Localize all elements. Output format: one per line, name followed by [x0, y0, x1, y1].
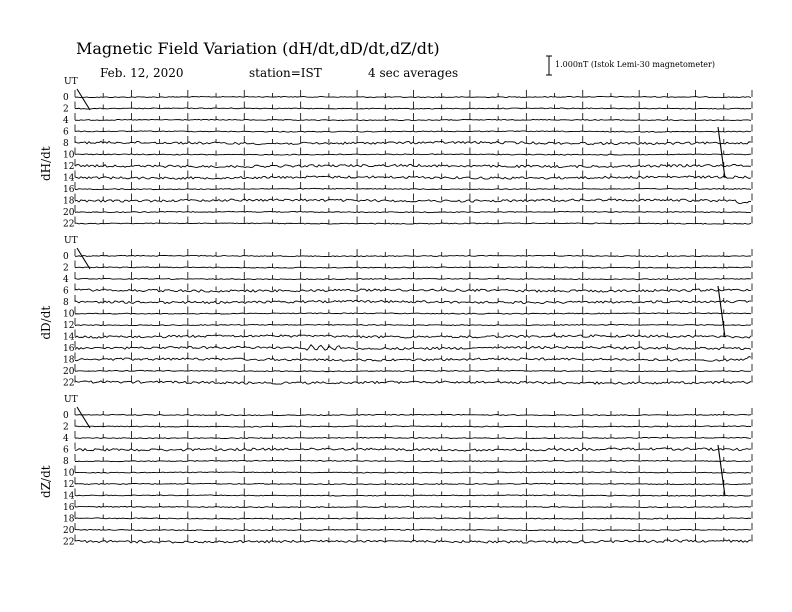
hour-label: 0	[63, 411, 69, 421]
ut-label: UT	[64, 236, 78, 246]
averaging-label: 4 sec averages	[368, 66, 459, 80]
trace-line	[75, 267, 751, 268]
trace-line	[75, 357, 751, 362]
trace-line	[75, 324, 751, 325]
trace-line	[75, 495, 751, 496]
panel-ylabel: dZ/dt	[39, 465, 53, 498]
scale-bar-label: 1.000nT (Istok Lemi-30 magnetometer)	[555, 60, 715, 69]
trace-line	[75, 448, 751, 451]
chart-title: Magnetic Field Variation (dH/dt,dD/dt,dZ/dt)	[76, 39, 440, 58]
start-marker	[77, 407, 90, 428]
hour-label: 20	[63, 208, 75, 218]
panel-ylabel: dH/dt	[39, 146, 53, 182]
trace-line	[75, 460, 751, 461]
hour-label: 0	[63, 93, 69, 103]
hour-label: 20	[63, 526, 75, 536]
trace-line	[75, 335, 751, 338]
hour-label: 6	[63, 127, 69, 138]
hour-label: 0	[63, 252, 69, 262]
hour-label: 8	[63, 298, 69, 308]
trace-line	[75, 381, 751, 384]
hour-label: 22	[63, 378, 75, 389]
hour-label: 4	[63, 116, 69, 126]
hour-label: 16	[63, 344, 75, 354]
trace-line	[75, 472, 751, 473]
hour-label: 6	[63, 286, 69, 297]
hour-label: 12	[63, 162, 75, 172]
hour-label: 2	[63, 422, 69, 433]
hour-label: 4	[63, 275, 69, 285]
hour-label: 16	[63, 503, 75, 513]
start-marker	[77, 89, 90, 110]
trace-line	[75, 131, 751, 132]
trace-line	[75, 437, 751, 438]
trace-line	[75, 211, 751, 212]
hour-label: 20	[63, 367, 75, 377]
hour-label: 22	[63, 537, 75, 548]
hour-label: 14	[63, 173, 75, 184]
station-label: station=IST	[249, 66, 322, 80]
trace-line	[75, 141, 751, 144]
hour-label: 12	[63, 321, 75, 331]
trace-line	[75, 255, 751, 256]
trace-line	[75, 518, 751, 519]
hour-label: 16	[63, 185, 75, 195]
hour-label: 18	[63, 196, 75, 207]
trace-line	[75, 176, 751, 179]
trace-line	[75, 223, 751, 224]
trace-line	[75, 119, 751, 120]
hour-label: 10	[63, 309, 75, 320]
trace-line	[75, 370, 751, 371]
trace-line	[75, 188, 751, 189]
trace-line	[75, 414, 751, 415]
hour-label: 18	[63, 514, 75, 525]
start-marker	[77, 248, 90, 269]
hour-label: 10	[63, 468, 75, 479]
hour-label: 4	[63, 434, 69, 444]
trace-line	[75, 540, 751, 543]
trace-line	[75, 300, 751, 303]
hour-label: 2	[63, 104, 69, 115]
hour-label: 6	[63, 445, 69, 456]
hour-label: 14	[63, 491, 75, 502]
trace-line	[75, 506, 751, 507]
trace-line	[75, 96, 751, 97]
ut-label: UT	[64, 77, 78, 87]
trace-line	[75, 108, 751, 109]
hour-label: 14	[63, 332, 75, 343]
hour-label: 18	[63, 355, 75, 366]
hour-label: 8	[63, 139, 69, 149]
panel-ylabel: dD/dt	[39, 305, 53, 340]
trace-line	[75, 289, 751, 292]
hour-label: 22	[63, 219, 75, 230]
hour-label: 10	[63, 150, 75, 161]
hour-label: 12	[63, 480, 75, 490]
trace-line	[75, 345, 751, 350]
hour-label: 8	[63, 457, 69, 467]
trace-line	[75, 199, 751, 203]
trace-line	[75, 483, 751, 484]
trace-line	[75, 278, 751, 279]
trace-line	[75, 164, 751, 167]
ut-label: UT	[64, 395, 78, 405]
trace-line	[75, 313, 751, 314]
trace-line	[75, 154, 751, 155]
hour-label: 2	[63, 263, 69, 274]
trace-line	[75, 426, 751, 427]
date-label: Feb. 12, 2020	[100, 66, 184, 80]
trace-line	[75, 529, 751, 530]
